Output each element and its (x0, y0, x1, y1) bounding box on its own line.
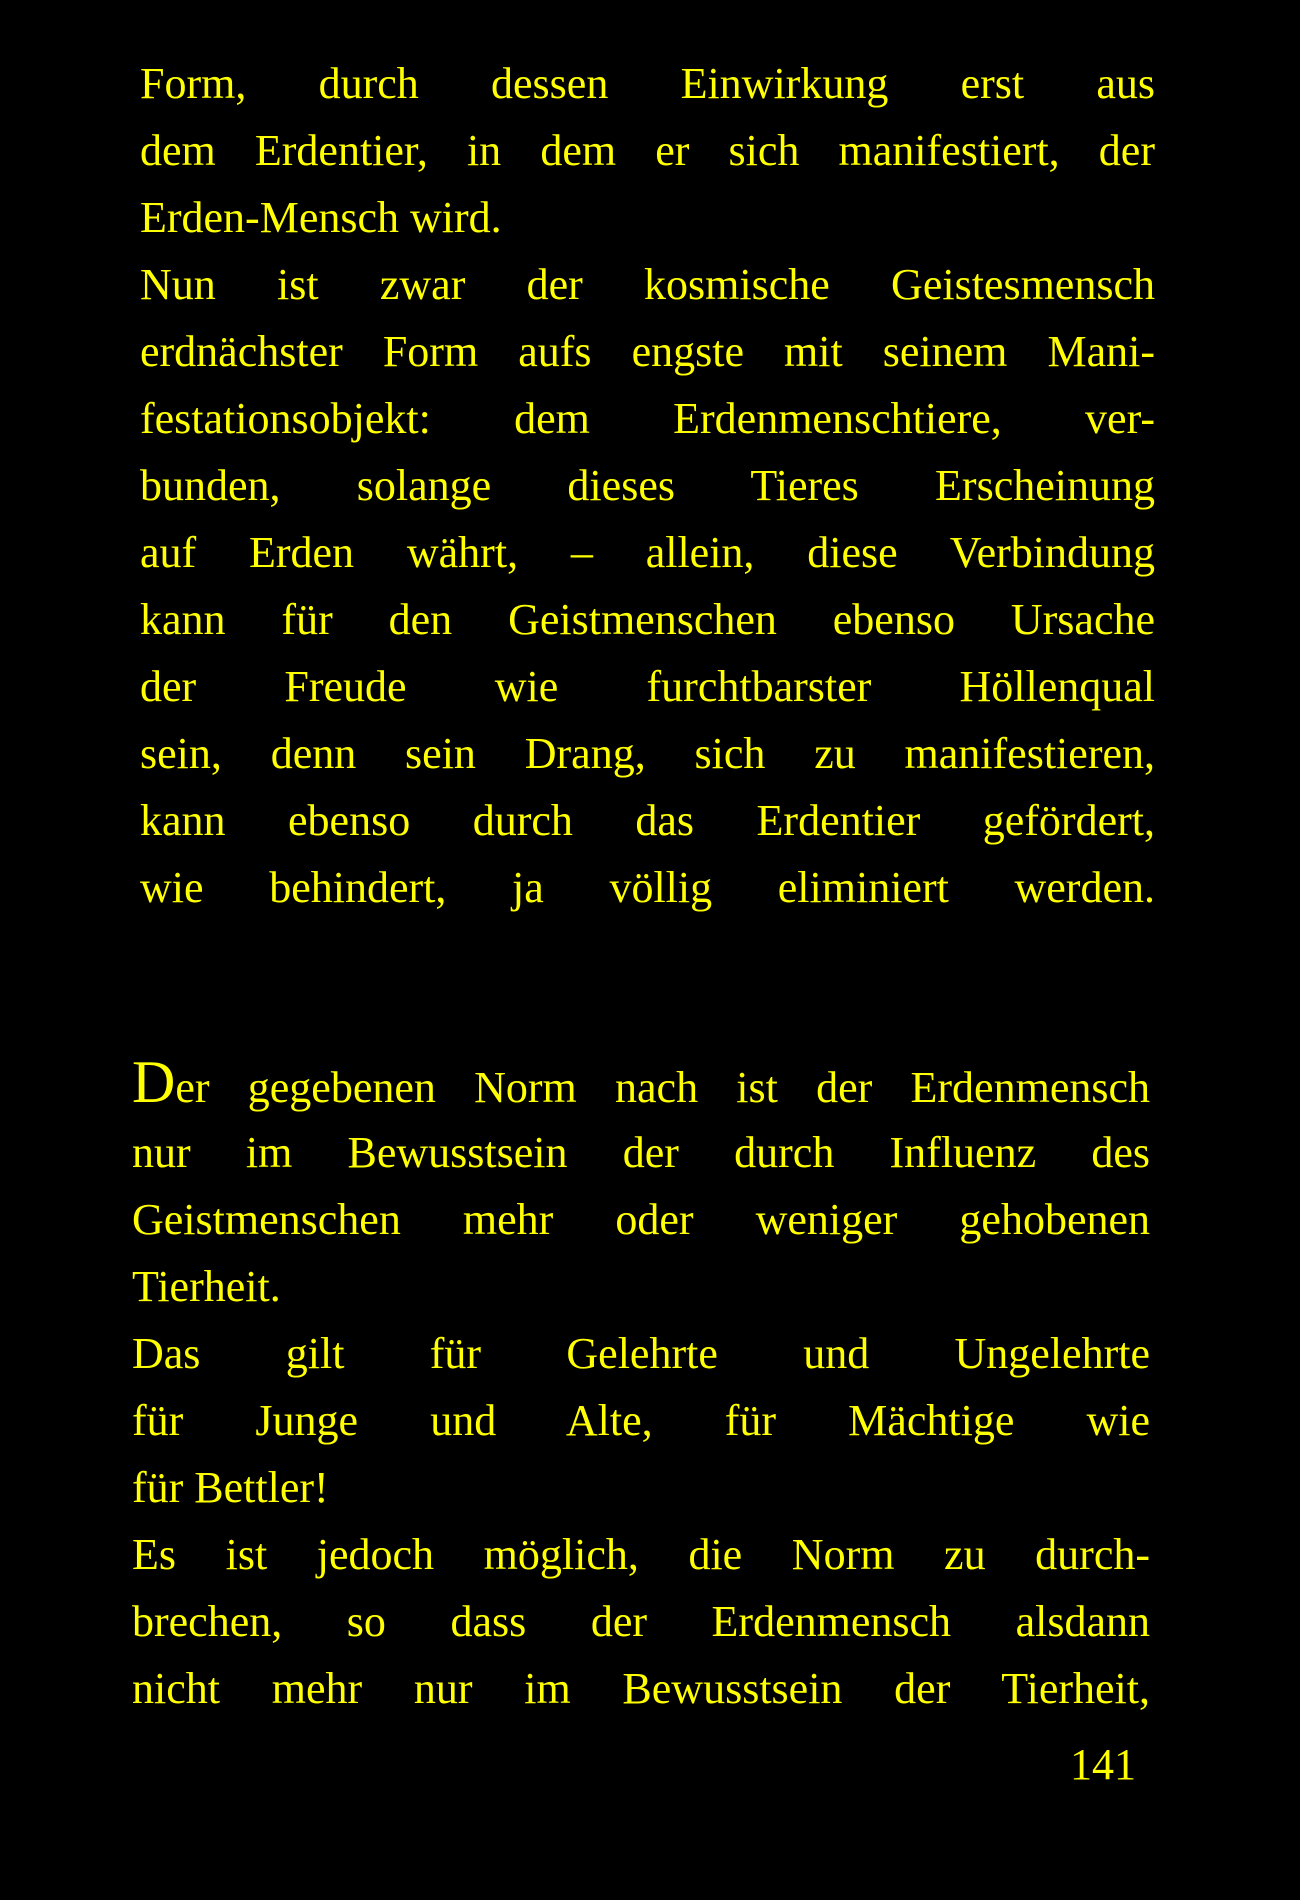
dropcap-letter: D (132, 1049, 176, 1115)
text-line: kann ebenso durch das Erdentier gefördert, (140, 796, 1155, 845)
text-line: bunden, solange dieses Tieres Erscheinung (140, 461, 1155, 510)
text-line: Form, durch dessen Einwirkung erst aus (140, 59, 1155, 108)
text-block-lower (132, 1049, 1150, 1722)
text-line: Das gilt für Gelehrte und Ungelehrte (132, 1329, 1150, 1378)
text-line: dem Erdentier, in dem er sich manifestiert, der (140, 126, 1155, 175)
text-line: für Bettler! (132, 1463, 329, 1512)
text-line: festationsobjekt: dem Erdenmenschtiere, ver- (140, 394, 1155, 443)
text-line: Geistmenschen mehr oder weniger gehobenen (132, 1195, 1150, 1244)
text-line: brechen, so dass der Erdenmensch alsdann (132, 1597, 1150, 1646)
text-line: sein, denn sein Drang, sich zu manifestieren, (140, 729, 1155, 778)
text-block-upper (140, 50, 1155, 921)
text-line-with-dropcap (132, 1049, 1150, 1119)
text-line: nicht mehr nur im Bewusstsein der Tierheit, (132, 1664, 1150, 1713)
text-line: auf Erden währt, – allein, diese Verbindung (140, 528, 1155, 577)
text-line: nur im Bewusstsein der durch Influenz des (132, 1128, 1150, 1177)
text-line: Es ist jedoch möglich, die Norm zu durch- (132, 1530, 1150, 1579)
first-line-text: er gegebenen Norm nach ist der Erdenmensch (175, 1063, 1150, 1112)
text-line: wie behindert, ja völlig eliminiert werden. (140, 863, 1155, 912)
text-line: Tierheit. (132, 1262, 281, 1311)
text-line: kann für den Geistmenschen ebenso Ursache (140, 595, 1155, 644)
text-line: Nun ist zwar der kosmische Geistesmensch (140, 260, 1155, 309)
text-line: der Freude wie furchtbarster Höllenqual (140, 662, 1155, 711)
text-line: erdnächster Form aufs engste mit seinem Mani- (140, 327, 1155, 376)
text-line: für Junge und Alte, für Mächtige wie (132, 1396, 1150, 1445)
text-line: Erden-Mensch wird. (140, 193, 502, 242)
page-number: 141 (1070, 1740, 1136, 1789)
